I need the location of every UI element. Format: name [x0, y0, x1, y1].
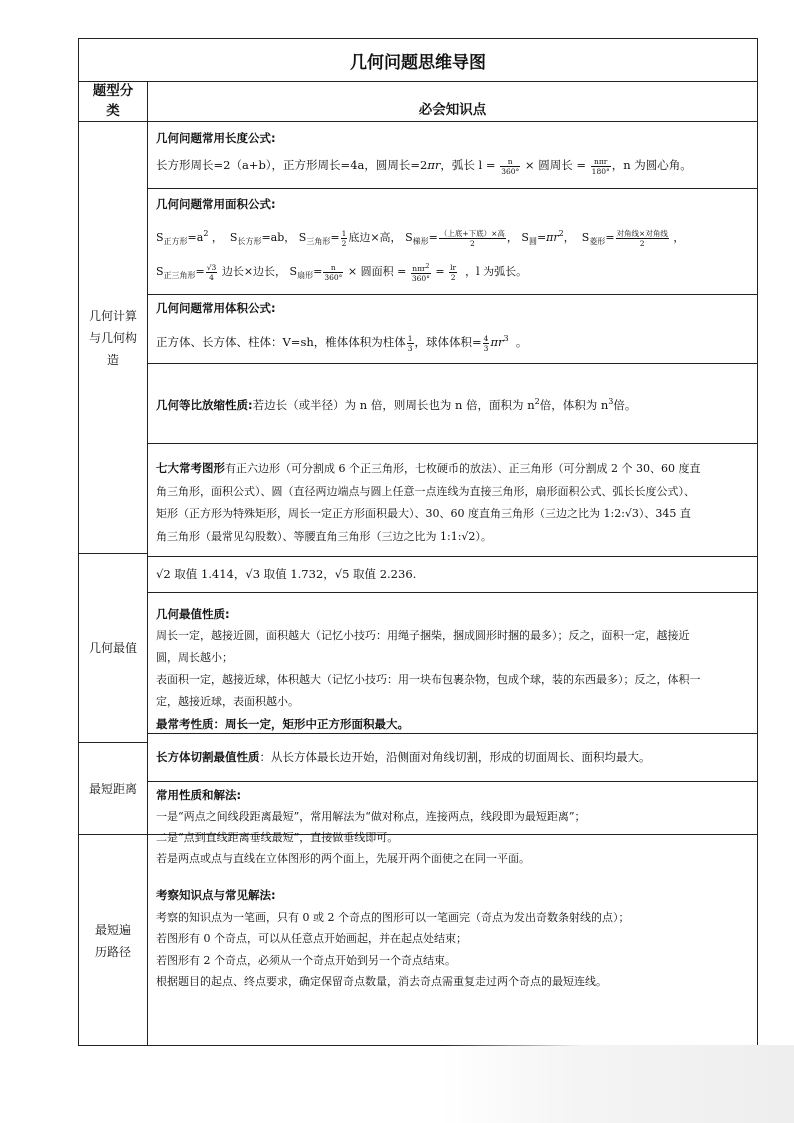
exp-2: 2 — [558, 229, 564, 238]
exp-2: 2 — [425, 262, 430, 270]
fraction-sqrt3-4 — [206, 263, 218, 282]
eq: = — [428, 231, 438, 244]
exp-2: 2 — [203, 229, 209, 238]
frac-den: 360° — [501, 166, 520, 176]
exp-2: 2 — [534, 397, 540, 406]
sub-trapezoid: 梯形 — [412, 237, 429, 246]
fraction-1-3 — [407, 334, 414, 353]
pir: πr — [490, 335, 504, 349]
shortest-line-2: 二是“点到直线距离垂线最短”，直接做垂线即可。 — [156, 831, 399, 844]
exp-3: 3 — [608, 397, 614, 406]
fraction-npir-180 — [591, 157, 611, 176]
frac-num: （上底+下底）×高 — [439, 228, 505, 238]
extreme-heading: 几何最值性质: — [156, 607, 230, 621]
extreme-line-5: 最常考性质：周长一定，矩形中正方形面积最大。 — [156, 717, 409, 731]
fraction-lr-2 — [449, 263, 457, 282]
page-title: 几何问题思维导图 — [79, 39, 757, 82]
seven-shapes-cell — [148, 444, 757, 557]
area-line-1: $S_{正方形}=a^2$ ， $S_{长方形}=ab$， $S_{三角形}=$ $\frac{1}{2}$ 底边×高， $S_{梯形}=$ $\frac{\text{（上底+下底）×高}}{2}$ ， $S_圆=\pi r^2$， $S_{菱形}=$ $\frac{\text{对角线×对角线}}{2}$ ， — [156, 228, 685, 248]
square-roots-line: √2 取值 1.414，√3 取值 1.732，√5 取值 2.236. — [156, 567, 417, 581]
scaling-text-2: 倍，体积为 n — [539, 398, 609, 412]
frac-num: nπr — [591, 157, 611, 167]
traversal-line-4: 根据题目的起点、终点要求，确定保留奇点数量，消去奇点需重复走过两个奇点的最短连线。 — [156, 975, 607, 988]
times-area: × 圆面积 = — [347, 265, 407, 278]
volume-text: 正方体、长方体、柱体：V=sh，椎体体积为柱体 — [156, 335, 406, 349]
eq: = — [313, 265, 323, 278]
fraction-1-2 — [341, 229, 348, 248]
base-height: 底边×高， — [348, 231, 402, 244]
mind-map-table — [78, 38, 758, 1046]
exp-3: 3 — [503, 334, 509, 343]
shortest-line-3: 若是两点或点与直线在立体图形的两个面上，先展开两个面使之在同一平面。 — [156, 852, 530, 865]
length-text: 长方形周长=2（a+b），正方形周长=4a，圆周长=2 — [156, 158, 428, 172]
shapes-line-2: 角三角形，面积公式）、圆（直径两边端点与圆上任意一点连线为直接三角形，扇形面积公式、弧长长度公式）、 — [156, 484, 695, 498]
volume-end: 。 — [515, 335, 528, 349]
fraction-rhombus — [616, 229, 669, 248]
cuboid-cell — [148, 734, 757, 782]
shapes-line-4: 角三角形（最常见勾股数）、等腰直角三角形（三边之比为 1:1:√2）。 — [156, 529, 492, 543]
category-extreme-label: 几何最值 — [88, 641, 137, 655]
sub-sector: 扇形 — [297, 271, 314, 280]
traversal-line-3: 若图形有 2 个奇点，必须从一个奇点开始到另一个奇点结束。 — [156, 953, 456, 967]
shapes-line-1 — [156, 457, 749, 481]
scaling-line — [156, 391, 636, 416]
eq-a2: =a — [187, 231, 204, 244]
arc-l: l = — [478, 158, 496, 172]
header-knowledge: 必会知识点 — [148, 81, 757, 122]
scan-shadow — [440, 1045, 794, 1123]
header-category — [79, 81, 148, 122]
scaling-text-1: 若边长（或半径）为 n 倍，则周长也为 n 倍，面积为 n — [252, 398, 535, 412]
shortest-line-1: 一是“两点之间线段距离最短”，常用解法为“做对称点，连接两点，线段即为最短距离”； — [156, 810, 586, 823]
eq: = — [435, 265, 445, 278]
s-symbol: S — [298, 231, 307, 244]
frac-num: lr — [450, 262, 457, 272]
category-shortest-traversal-label: 最短遍历路径 — [94, 922, 131, 959]
category-shortest-distance — [79, 743, 148, 835]
shapes-text-1: 有正六边形（可分割成 6 个正三角形，七枚硬币的放法）、正三角形（可分割成 2 个 30、60 度直 — [225, 462, 701, 475]
frac-den: 4 — [209, 272, 214, 282]
square-roots-cell — [148, 557, 757, 593]
eq: = — [195, 265, 205, 278]
category-extreme — [79, 554, 148, 743]
cuboid-line — [156, 747, 651, 768]
length-formulas-cell — [148, 122, 757, 189]
cuboid-text: ：从长方体最长边开始，沿侧面对角线切割，形成的切面周长、面积均最大。 — [259, 750, 651, 764]
fraction-n-360 — [323, 263, 343, 282]
cuboid-heading: 长方体切割最值性质 — [156, 750, 260, 764]
sub-equilateral: 正三角形 — [163, 271, 196, 280]
frac-den: 2 — [639, 238, 645, 248]
traversal-cell — [148, 835, 757, 1046]
category-geometry-calc-label: 几何计算与几何构造 — [88, 308, 137, 367]
eq-pir: =πr — [536, 231, 559, 244]
times-circumference: × 圆周长 = — [524, 158, 587, 172]
s-symbol: S — [405, 231, 413, 244]
frac-den: 2 — [469, 238, 475, 248]
area-heading: 几何问题常用面积公式: — [156, 197, 276, 211]
scaling-text-3: 倍。 — [613, 398, 637, 412]
frac-den: 2 — [450, 272, 456, 282]
frac-num: n — [323, 263, 343, 273]
category-geometry-calc — [79, 122, 148, 554]
category-shortest-traversal — [79, 835, 148, 1046]
volume-line — [156, 328, 749, 353]
extreme-line-2: 圆，周长越小； — [156, 651, 233, 664]
frac-den: 3 — [407, 343, 413, 353]
extreme-cell — [148, 593, 757, 734]
frac-num: 对角线×对角线 — [616, 228, 668, 238]
shortest-heading: 常用性质和解法: — [156, 788, 242, 802]
frac-num: √3 — [206, 262, 217, 272]
eq-ab: =ab — [261, 231, 285, 244]
traversal-heading: 考察知识点与常见解法: — [156, 888, 276, 902]
sub-rhombus: 菱形 — [589, 237, 606, 246]
ball-text: ，球体体积= — [414, 335, 482, 349]
s-symbol: S — [289, 265, 298, 278]
area-formulas-cell — [148, 189, 757, 295]
category-shortest-distance-label: 最短距离 — [88, 781, 137, 796]
arc-prefix: ，弧长 — [440, 158, 475, 172]
shapes-heading: 七大常考图形 — [156, 461, 225, 475]
extreme-line-4: 定，越接近球，表面积越小。 — [156, 695, 299, 708]
frac-num: 1 — [407, 333, 413, 343]
length-tail: ，n 为圆心角。 — [611, 158, 692, 172]
l-arc: ，l 为弧长。 — [465, 265, 528, 278]
frac-den: 360° — [411, 273, 430, 283]
length-formula-line — [156, 155, 749, 176]
s-symbol: S — [156, 231, 164, 244]
sub-triangle: 三角形 — [306, 237, 331, 246]
pi-r: πr — [427, 158, 441, 172]
frac-num — [411, 262, 431, 274]
frac-den: 360° — [324, 272, 343, 282]
length-heading: 几何问题常用长度公式: — [156, 131, 276, 145]
frac-num: n — [500, 157, 520, 167]
frac-den: 180° — [591, 166, 610, 176]
fraction-trapezoid — [439, 229, 506, 248]
scaling-cell — [148, 364, 757, 444]
extreme-line-1: 周长一定，越接近圆，面积越大（记忆小技巧：用绳子捆柴，捆成圆形时捆的最多）；反之，面积一定，越接近 — [156, 629, 690, 642]
sub-circle: 圆 — [528, 237, 537, 246]
shortest-cell — [148, 782, 757, 865]
shapes-line-3: 矩形（正方形为特殊矩形，周长一定正方形面积最大）、30、60 度直角三角形（三边之比为 1:2:√3）、345 直 — [156, 507, 691, 520]
frac-num: 1 — [341, 228, 347, 238]
s-symbol: S — [229, 231, 238, 244]
area-line-2 — [156, 261, 749, 286]
npir: nπr — [412, 263, 426, 273]
header-category-label: 题型分类 — [92, 83, 134, 119]
volume-formulas-cell — [148, 295, 757, 364]
fraction-n-360 — [500, 157, 520, 176]
eq: = — [330, 231, 340, 244]
s-symbol: S — [521, 231, 529, 244]
traversal-line-1: 考察的知识点为一笔画，只有 0 或 2 个奇点的图形可以一笔画完（奇点为发出奇数条射线的点）； — [156, 910, 630, 924]
side-side: 边长×边长， — [221, 265, 287, 278]
fraction-npir2-360 — [411, 262, 431, 283]
frac-den: 3 — [483, 343, 489, 353]
volume-heading: 几何问题常用体积公式: — [156, 301, 276, 315]
sub-rect: 长方形 — [237, 237, 262, 246]
s-symbol: S — [156, 265, 164, 278]
scaling-heading: 几何等比放缩性质: — [156, 398, 253, 412]
frac-den: 2 — [341, 238, 347, 248]
frac-num: 4 — [483, 333, 489, 343]
eq: = — [605, 231, 615, 244]
extreme-line-3: 表面积一定，越接近球，体积越大（记忆小技巧：用一块布包裹杂物，包成个球，装的东西最多）；反之，体积一 — [156, 673, 701, 686]
traversal-line-2: 若图形有 0 个奇点，可以从任意点开始画起，并在起点处结束； — [156, 932, 467, 945]
fraction-4-3 — [483, 334, 490, 353]
s-symbol: S — [581, 231, 590, 244]
sub-square: 正方形 — [163, 237, 188, 246]
